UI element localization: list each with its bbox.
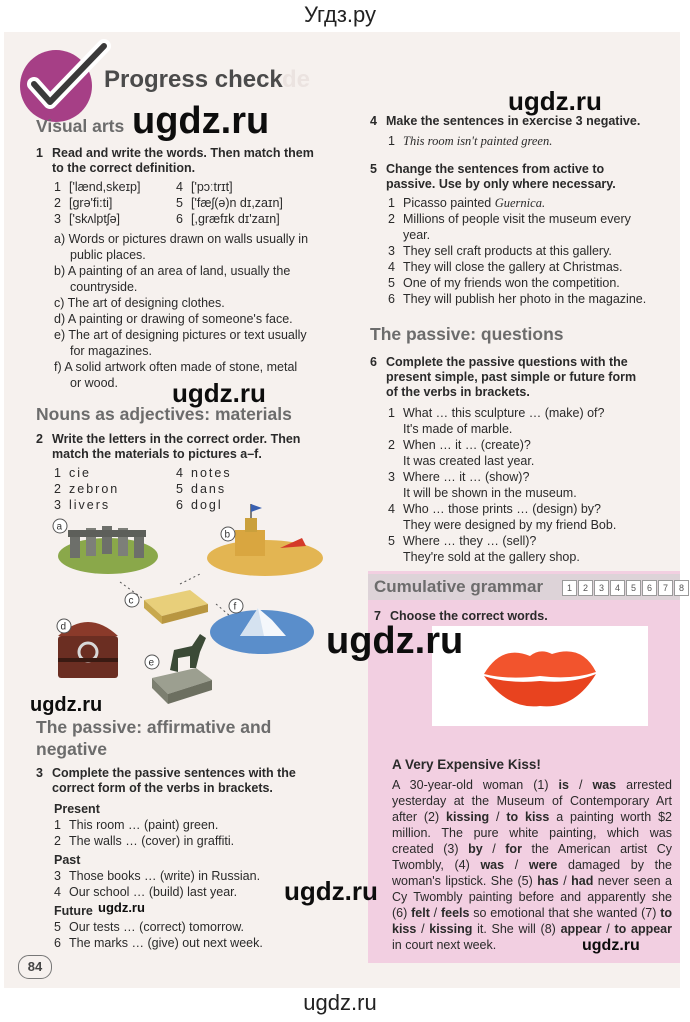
- unit-tag: 7: [658, 580, 673, 596]
- ex3-instruction-line: Complete the passive sentences with the: [52, 766, 296, 780]
- choice-option[interactable]: appear: [560, 922, 602, 936]
- ex1-instruction: [36, 146, 314, 176]
- site-title: Угдз.ру: [303, 2, 377, 27]
- watermark: ugdz.ru: [284, 876, 378, 906]
- phonetic-6: 6 [,græfɪk dɪ'zaɪn]: [176, 212, 280, 226]
- watermark: ugdz.ru: [326, 620, 464, 662]
- ex6-number: 6: [370, 355, 377, 369]
- choice-option[interactable]: is: [558, 778, 569, 792]
- ex5-item-6: 6 They will publish her photo in the magazine.: [388, 292, 647, 306]
- unit-tag: 8: [674, 580, 689, 596]
- definition-c: c) The art of designing clothes.: [54, 296, 225, 310]
- ex6-item-4: 4 Who … those prints … (design) by? They were designed by my friend Bob.: [388, 502, 617, 532]
- choice-option[interactable]: kissing: [446, 810, 490, 824]
- ex4-instruction: 4 Make the sentences in exercise 3 negative.: [370, 114, 641, 128]
- ex5-item-5: 5 One of my friends won the competition.: [388, 276, 620, 290]
- unit-tag: 1: [562, 580, 577, 596]
- unit-tag: 3: [594, 580, 609, 596]
- ex6-instruction-line: of the verbs in brackets.: [386, 385, 530, 399]
- ex6-instruction: [370, 355, 637, 400]
- definition-f: f) A solid artwork often made of stone, metal or wood.: [54, 360, 298, 390]
- phonetic-2: 2 [grə'fi:ti]: [54, 196, 113, 210]
- definition-a: a) Words or pictures drawn on walls usually in public places.: [54, 232, 309, 262]
- ex5-item-4: 4 They will close the gallery at Christmas.: [388, 260, 623, 274]
- choice-option[interactable]: by: [468, 842, 483, 856]
- ex5-number: 5: [370, 162, 377, 176]
- ex5-item-2-cont: year.: [403, 228, 431, 242]
- ex2-instruction-line: match the materials to pictures a–f.: [52, 447, 262, 461]
- choice-option[interactable]: felt: [411, 906, 430, 920]
- story-text: A 30-year-old woman (1) is / was arrested yesterday at the Museum of Contemporary Art after (2) kissing / to kiss a painting worth $2 million. The pure white painting, which was created (3) by / for the American artist Cy Twombly, (4) was / were damaged by the woman's lipstick. She (5) has / had never seen a Cy Twombly painting before and apparently she (6) felt / feels so emotional that she wanted (7) to kiss / kissing it. She will (8) appear / to appear in court next week.: [392, 778, 673, 952]
- definition-b: b) A painting of an area of land, usually the countryside.: [54, 264, 291, 294]
- watermark: ugdz.ru: [98, 900, 145, 915]
- scrambled-word-4: 4 notes: [176, 466, 232, 480]
- picture-label-d: d: [60, 621, 67, 633]
- future-label: Future: [54, 904, 93, 918]
- ex1-number: 1: [36, 146, 43, 160]
- story-title: A Very Expensive Kiss!: [392, 757, 541, 772]
- watermark: ugdz.ru: [508, 86, 602, 116]
- ex2-number: 2: [36, 432, 43, 446]
- ex3-item-1: 1 This room … (paint) green.: [54, 818, 219, 832]
- scrambled-word-3: 3 livers: [54, 498, 111, 512]
- ex6-item-1: 1 What … this sculpture … (make) of? It's made of marble.: [388, 406, 605, 436]
- ex4-number: 4: [370, 114, 377, 128]
- definition-d: d) A painting or drawing of someone's face.: [54, 312, 293, 326]
- choice-option[interactable]: for: [505, 842, 522, 856]
- ex7-instruction: 7 Choose the correct words.: [374, 609, 548, 623]
- picture-label-b: b: [224, 529, 231, 541]
- stonehenge-picture: [58, 526, 158, 574]
- unit-tags: [562, 580, 690, 596]
- ex5-instruction: [370, 162, 616, 192]
- ex5-item-3: 3 They sell craft products at this gallery.: [388, 244, 612, 258]
- watermark: ugdz.ru: [30, 694, 103, 716]
- choice-option[interactable]: feels: [440, 906, 470, 920]
- picture-label-a: a: [56, 521, 63, 533]
- unit-tag: 2: [578, 580, 593, 596]
- ex4-example: 1 This room isn't painted green.: [388, 134, 553, 148]
- ex6-item-3: 3 Where … it … (show)? It will be shown in the museum.: [388, 470, 577, 500]
- ex2-instruction-line: Write the letters in the correct order. Then: [52, 432, 301, 446]
- watermark: ugdz.ru: [172, 378, 266, 408]
- check-badge: [20, 50, 92, 122]
- choice-option[interactable]: kissing: [429, 922, 473, 936]
- lipstick-kiss-image: [432, 626, 648, 726]
- ex6-item-2: 2 When … it … (create)? It was created last year.: [388, 438, 535, 468]
- ex3-item-3: 3 Those books … (write) in Russian.: [54, 869, 261, 883]
- ex5-instruction-line: Change the sentences from active to: [386, 162, 605, 176]
- phonetic-4: 4 ['pɔːtrɪt]: [176, 180, 233, 194]
- unit-tag: 6: [642, 580, 657, 596]
- unit-tag: 4: [610, 580, 625, 596]
- ex3-item-2: 2 The walls … (cover) in graffiti.: [54, 834, 235, 848]
- past-label: Past: [54, 853, 81, 867]
- iceberg-picture: [210, 608, 314, 654]
- page-number: 84: [18, 955, 52, 979]
- present-label: Present: [54, 802, 100, 816]
- choice-option[interactable]: was: [480, 858, 505, 872]
- ex3-instruction-line: correct form of the verbs in brackets.: [52, 781, 273, 795]
- watermark: ugdz.ru: [582, 937, 640, 954]
- choice-option[interactable]: to kiss: [506, 810, 550, 824]
- section-passive-aff-neg: The passive: affirmative and negative: [36, 717, 272, 759]
- horse-statue-picture: [152, 634, 212, 704]
- ex6-instruction-line: present simple, past simple or future form: [386, 370, 637, 384]
- section-nouns-as-adjectives: Nouns as adjectives: materials: [36, 404, 292, 424]
- choice-option[interactable]: to kiss: [392, 906, 672, 936]
- scrambled-word-2: 2 zebron: [54, 482, 120, 496]
- ghost-text: de: [282, 66, 311, 93]
- materials-illustration: [40, 512, 330, 710]
- phonetic-1: 1 ['lænd,skeɪp]: [54, 180, 141, 194]
- scrambled-word-1: 1 cie: [54, 466, 91, 480]
- lips-icon: [432, 626, 648, 726]
- footer-site-title: ugdz.ru: [303, 990, 377, 1015]
- unit-tag: 5: [626, 580, 641, 596]
- ex6-item-5: 5 Where … they … (sell)? They're sold at the gallery shop.: [388, 534, 580, 564]
- picture-label-c: c: [128, 595, 134, 607]
- watermark: ugdz.ru: [132, 100, 270, 142]
- section-visual-arts: Visual arts: [36, 116, 125, 136]
- choice-option[interactable]: has: [537, 874, 559, 888]
- ex3-item-5: 5 Our tests … (correct) tomorrow.: [54, 920, 245, 934]
- picture-label-e: e: [148, 657, 155, 669]
- phonetic-3: 3 ['skʌlptʃə]: [54, 212, 121, 226]
- scrambled-word-5: 5 dans: [176, 482, 227, 496]
- phonetic-5: 5 ['fæʃ(ə)n dɪ,zaɪn]: [176, 196, 283, 210]
- definition-e: e) The art of designing pictures or text usually for magazines.: [54, 328, 307, 358]
- ex5-item-1: 1 Picasso painted Guernica.: [388, 196, 546, 210]
- gold-bar-picture: [144, 590, 208, 624]
- section-passive-questions: The passive: questions: [370, 324, 564, 344]
- ex5-item-2: 2 Millions of people visit the museum every: [388, 212, 631, 226]
- ex3-item-6: 6 The marks … (give) out next week.: [54, 936, 263, 950]
- picture-label-f: f: [233, 601, 237, 613]
- ex7-number: 7: [374, 609, 381, 623]
- ex2-instruction: [36, 432, 301, 462]
- ex1-instruction-line: to the correct definition.: [52, 161, 196, 175]
- ex3-number: 3: [36, 766, 43, 780]
- cumulative-grammar-title: Cumulative grammar: [374, 577, 544, 596]
- choice-option[interactable]: had: [571, 874, 594, 888]
- ex1-instruction-line: Read and write the words. Then match them: [52, 146, 314, 160]
- choice-option[interactable]: to appear: [614, 922, 672, 936]
- choice-option[interactable]: was: [592, 778, 617, 792]
- ex3-item-4: 4 Our school … (build) last year.: [54, 885, 238, 899]
- choice-option[interactable]: were: [528, 858, 558, 872]
- ex6-instruction-line: Complete the passive questions with the: [386, 355, 628, 369]
- scrambled-word-6: 6 dogl: [176, 498, 223, 512]
- progress-check-title: Progress check: [104, 66, 283, 93]
- ex3-instruction: [36, 766, 296, 796]
- ex5-instruction-line: passive. Use by only where necessary.: [386, 177, 616, 191]
